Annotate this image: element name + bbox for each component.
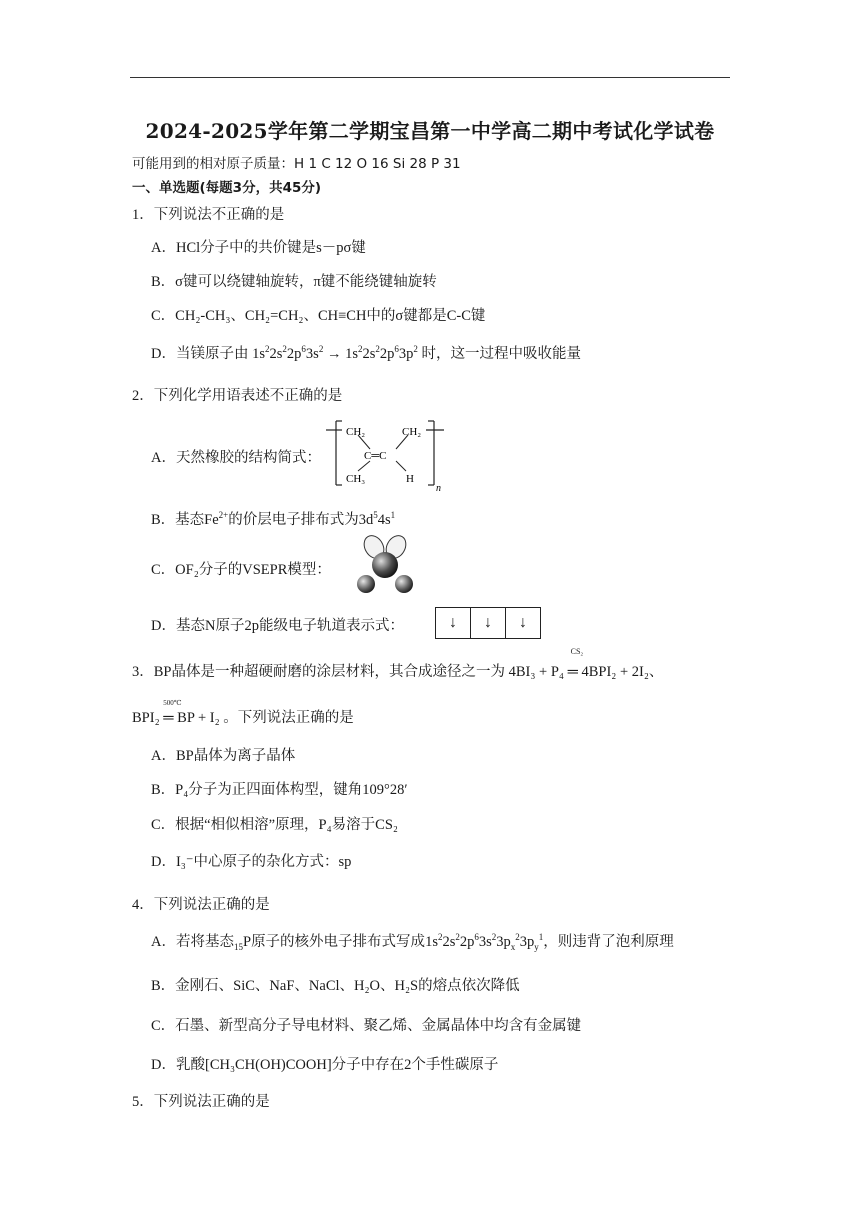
q2-option-a: A．天然橡胶的结构简式： — [151, 450, 321, 466]
q2-c-label: C． — [151, 562, 176, 578]
q3-condition-cs2: CS₂ — [570, 647, 584, 656]
q1-option-a — [151, 236, 366, 257]
orbital-box-1: ↓ — [436, 608, 471, 638]
orbital-box-2: ↓ — [471, 608, 506, 638]
rubber-ch2-left: CH₂ — [346, 426, 366, 438]
q4-d-formula: [CH₃CH(OH)COOH] — [204, 1057, 332, 1073]
header-rule — [130, 77, 730, 78]
q4-option-c: C．石墨、新型高分子导电材料、聚乙烯、金属晶体中均含有金属键 — [151, 1018, 582, 1034]
q3-stem-text: 3．BP晶体是一种超硬耐磨的涂层材料，其合成途径之一为 — [132, 664, 505, 680]
q2-c-text: 分子的VSEPR模型： — [198, 562, 331, 578]
page-title: 2024-2025学年第二学期宝昌第一中学高二期中考试化学试卷 — [145, 119, 715, 143]
q2-b-text: B．基态 — [151, 512, 205, 528]
q4-a-atom: $_{15}$P — [233, 934, 252, 952]
q3-option-d: D．I₃⁻中心原子的杂化方式：sp — [151, 854, 352, 870]
q1-option-c: C．CH₂-CH₃、CH₂=CH₂、CH≡CH中的σ键都是C-C键 — [151, 308, 486, 324]
orbital-diagram — [435, 607, 541, 639]
q1-a-suffix: 键 — [351, 240, 366, 256]
q3-option-c: C．根据“相似相溶”原理，P₄易溶于CS₂ — [151, 817, 398, 833]
q2-option-c — [151, 558, 331, 579]
q3-line2-suffix: 。下列说法正确的是 — [223, 710, 354, 726]
q1-option-d — [151, 342, 581, 363]
section-heading: 一、单选题(每题3分，共45分) — [132, 180, 322, 196]
q1-a-formula: s－pσ — [316, 240, 352, 256]
q3-eq1-text: 4BI₃ + P₄ ═ 4BPI₂ + 2I₂、 — [508, 664, 664, 680]
q2-option-d: D．基态N原子2p能级电子轨道表示式： — [151, 618, 404, 634]
q2-b-config: $3d^54s^1$ — [358, 510, 396, 528]
rubber-ch2-right: CH₂ — [402, 426, 422, 438]
q1-d-suffix: 时，这一过程中吸收能量 — [421, 346, 582, 362]
q2-b-ion: $Fe^{2+}$ — [204, 510, 229, 528]
orbital-box-3: ↓ — [519, 614, 527, 631]
atomic-masses: 可能用到的相对原子质量：H 1 C 12 O 16 Si 28 P 31 — [132, 156, 461, 172]
q3-condition-temp: 500℃ — [163, 699, 182, 707]
q3-eq2-text: ═ BP + I₂ — [163, 710, 220, 726]
q3-equation-2 — [163, 699, 220, 727]
q4-a-suffix: ，则违背了泡利原理 — [543, 934, 674, 950]
rubber-h: H — [406, 473, 414, 485]
q1-option-b: B．σ键可以绕键轴旋转，π键不能绕键轴旋转 — [151, 274, 437, 290]
q4-d-text: D．乳酸 — [151, 1057, 205, 1073]
q5-stem: 5．下列说法正确的是 — [132, 1094, 270, 1110]
q2-c-molecule: OF₂ — [175, 562, 199, 578]
q4-d-suffix: 分子中存在2个手性碳原子 — [331, 1057, 499, 1073]
q4-a-text: A．若将基态 — [151, 934, 234, 950]
q3-equation-1 — [508, 647, 664, 681]
q4-option-a — [151, 930, 674, 951]
q3-stem — [132, 647, 664, 681]
q3-option-a: A．BP晶体为离子晶体 — [151, 748, 296, 764]
q1-a-text: A．HCl分子中的共价键是 — [151, 240, 317, 256]
q4-stem: 4．下列说法正确的是 — [132, 897, 270, 913]
q1-d-text: D．当镁原子由 — [151, 346, 249, 362]
rubber-n: n — [436, 483, 441, 494]
q4-a-config: $1s^22s^22p^63s^23p_x^23p_y^1$ — [425, 932, 544, 952]
q1-d-config: $1s^22s^22p^63s^2 \to 1s^22s^22p^63p^2$ — [252, 344, 418, 362]
q2-stem: 2．下列化学用语表述不正确的是 — [132, 388, 343, 404]
rubber-ch3: CH₃ — [346, 473, 366, 485]
vsepr-model — [350, 533, 420, 597]
q3-bpi2: BPI₂ — [132, 710, 160, 726]
q4-option-d — [151, 1053, 498, 1074]
rubber-double-bond: C═C — [364, 450, 387, 462]
q3-option-b: B．P₄分子为正四面体构型，键角109°28′ — [151, 782, 408, 798]
q4-option-b: B．金刚石、SiC、NaF、NaCl、H₂O、H₂S的熔点依次降低 — [151, 978, 520, 994]
q3-line-2 — [132, 699, 354, 727]
q1-stem: 1．下列说法不正确的是 — [132, 207, 285, 223]
rubber-structure — [326, 415, 446, 495]
q4-a-mid: 原子的核外电子排布式写成 — [251, 934, 426, 950]
q2-option-b — [151, 508, 395, 529]
q2-b-mid: 的价层电子排布式为 — [228, 512, 359, 528]
